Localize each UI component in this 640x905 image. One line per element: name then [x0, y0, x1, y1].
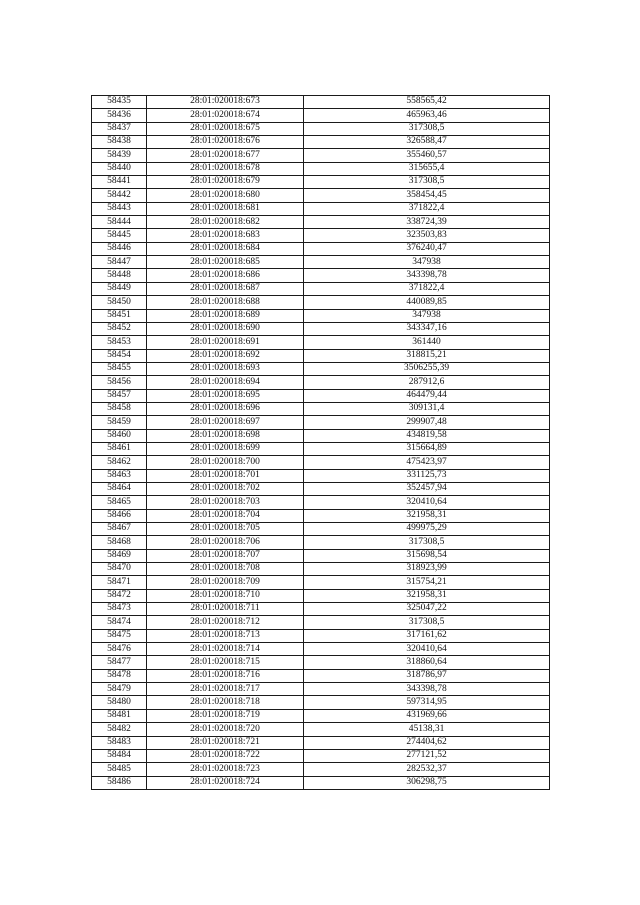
table-row: [92, 589, 550, 602]
table-row: [92, 603, 550, 616]
cadastral-number-cell: 28:01:020018:719: [147, 709, 304, 722]
row-number-cell: 58461: [92, 442, 147, 455]
row-number-cell: 58486: [92, 776, 147, 789]
table-row: [92, 736, 550, 749]
cadastral-number-cell: 28:01:020018:713: [147, 629, 304, 642]
row-number-cell: 58463: [92, 469, 147, 482]
cadastral-number-cell: 28:01:020018:676: [147, 136, 304, 149]
row-number-cell: 58435: [92, 96, 147, 109]
row-number-cell: 58459: [92, 416, 147, 429]
value-cell: 317308,5: [304, 176, 550, 189]
cadastral-number-cell: 28:01:020018:704: [147, 509, 304, 522]
cadastral-number-cell: 28:01:020018:724: [147, 776, 304, 789]
table-row: [92, 683, 550, 696]
value-cell: 299907,48: [304, 416, 550, 429]
value-cell: 318923,99: [304, 563, 550, 576]
value-cell: 315698,54: [304, 549, 550, 562]
value-cell: 320410,64: [304, 643, 550, 656]
cadastral-number-cell: 28:01:020018:687: [147, 282, 304, 295]
row-number-cell: 58474: [92, 616, 147, 629]
row-number-cell: 58436: [92, 109, 147, 122]
table-body: [92, 96, 550, 790]
table-row: [92, 149, 550, 162]
table-row: [92, 456, 550, 469]
table-row: [92, 416, 550, 429]
row-number-cell: 58446: [92, 242, 147, 255]
value-cell: 318860,64: [304, 656, 550, 669]
row-number-cell: 58479: [92, 683, 147, 696]
cadastral-number-cell: 28:01:020018:678: [147, 162, 304, 175]
value-cell: 315664,89: [304, 442, 550, 455]
row-number-cell: 58465: [92, 496, 147, 509]
value-cell: 371822,4: [304, 282, 550, 295]
table-row: [92, 749, 550, 762]
row-number-cell: 58449: [92, 282, 147, 295]
row-number-cell: 58437: [92, 122, 147, 135]
value-cell: 317161,62: [304, 629, 550, 642]
cadastral-number-cell: 28:01:020018:674: [147, 109, 304, 122]
table-row: [92, 242, 550, 255]
cadastral-number-cell: 28:01:020018:711: [147, 603, 304, 616]
value-cell: 317308,5: [304, 536, 550, 549]
table-row: [92, 549, 550, 562]
cadastral-number-cell: 28:01:020018:723: [147, 763, 304, 776]
row-number-cell: 58455: [92, 362, 147, 375]
value-cell: 317308,5: [304, 122, 550, 135]
cadastral-number-cell: 28:01:020018:712: [147, 616, 304, 629]
cadastral-number-cell: 28:01:020018:682: [147, 216, 304, 229]
value-cell: 3506255,39: [304, 362, 550, 375]
table-row: [92, 349, 550, 362]
row-number-cell: 58477: [92, 656, 147, 669]
value-cell: 315655,4: [304, 162, 550, 175]
value-cell: 317308,5: [304, 616, 550, 629]
table-row: [92, 309, 550, 322]
table-row: [92, 616, 550, 629]
table-row: [92, 709, 550, 722]
table-row: [92, 216, 550, 229]
value-cell: 558565,42: [304, 96, 550, 109]
row-number-cell: 58452: [92, 322, 147, 335]
table-row: [92, 229, 550, 242]
value-cell: 315754,21: [304, 576, 550, 589]
value-cell: 475423,97: [304, 456, 550, 469]
cadastral-number-cell: 28:01:020018:721: [147, 736, 304, 749]
row-number-cell: 58485: [92, 763, 147, 776]
table-row: [92, 482, 550, 495]
row-number-cell: 58469: [92, 549, 147, 562]
table-row: [92, 496, 550, 509]
value-cell: 355460,57: [304, 149, 550, 162]
cadastral-number-cell: 28:01:020018:681: [147, 202, 304, 215]
value-cell: 326588,47: [304, 136, 550, 149]
table-row: [92, 669, 550, 682]
value-cell: 465963,46: [304, 109, 550, 122]
cadastral-number-cell: 28:01:020018:683: [147, 229, 304, 242]
table-row: [92, 576, 550, 589]
cadastral-number-cell: 28:01:020018:694: [147, 376, 304, 389]
cadastral-number-cell: 28:01:020018:673: [147, 96, 304, 109]
cadastral-number-cell: 28:01:020018:707: [147, 549, 304, 562]
cadastral-number-cell: 28:01:020018:689: [147, 309, 304, 322]
row-number-cell: 58470: [92, 563, 147, 576]
cadastral-number-cell: 28:01:020018:686: [147, 269, 304, 282]
cadastral-number-cell: 28:01:020018:718: [147, 696, 304, 709]
table-row: [92, 402, 550, 415]
row-number-cell: 58481: [92, 709, 147, 722]
table-row: [92, 696, 550, 709]
table-row: [92, 122, 550, 135]
row-number-cell: 58448: [92, 269, 147, 282]
cadastral-number-cell: 28:01:020018:695: [147, 389, 304, 402]
table-row: [92, 282, 550, 295]
table-row: [92, 136, 550, 149]
row-number-cell: 58457: [92, 389, 147, 402]
cadastral-number-cell: 28:01:020018:698: [147, 429, 304, 442]
table-row: [92, 269, 550, 282]
row-number-cell: 58478: [92, 669, 147, 682]
row-number-cell: 58454: [92, 349, 147, 362]
value-cell: 321958,31: [304, 589, 550, 602]
row-number-cell: 58480: [92, 696, 147, 709]
cadastral-number-cell: 28:01:020018:720: [147, 723, 304, 736]
value-cell: 282532,37: [304, 763, 550, 776]
cadastral-number-cell: 28:01:020018:714: [147, 643, 304, 656]
value-cell: 464479,44: [304, 389, 550, 402]
row-number-cell: 58442: [92, 189, 147, 202]
table-row: [92, 389, 550, 402]
value-cell: 358454,45: [304, 189, 550, 202]
table-row: [92, 509, 550, 522]
row-number-cell: 58473: [92, 603, 147, 616]
cadastral-number-cell: 28:01:020018:722: [147, 749, 304, 762]
table-row: [92, 776, 550, 789]
value-cell: 371822,4: [304, 202, 550, 215]
value-cell: 318786,97: [304, 669, 550, 682]
cadastral-number-cell: 28:01:020018:710: [147, 589, 304, 602]
value-cell: 343398,78: [304, 269, 550, 282]
value-cell: 309131,4: [304, 402, 550, 415]
row-number-cell: 58453: [92, 336, 147, 349]
row-number-cell: 58483: [92, 736, 147, 749]
value-cell: 376240,47: [304, 242, 550, 255]
table-row: [92, 109, 550, 122]
cadastral-number-cell: 28:01:020018:705: [147, 523, 304, 536]
cadastral-number-cell: 28:01:020018:700: [147, 456, 304, 469]
table-row: [92, 429, 550, 442]
row-number-cell: 58445: [92, 229, 147, 242]
row-number-cell: 58484: [92, 749, 147, 762]
value-cell: 321958,31: [304, 509, 550, 522]
table-row: [92, 336, 550, 349]
value-cell: 323503,83: [304, 229, 550, 242]
cadastral-number-cell: 28:01:020018:691: [147, 336, 304, 349]
table-row: [92, 376, 550, 389]
table-row: [92, 256, 550, 269]
cadastral-number-cell: 28:01:020018:702: [147, 482, 304, 495]
table-row: [92, 322, 550, 335]
cadastral-number-cell: 28:01:020018:680: [147, 189, 304, 202]
row-number-cell: 58458: [92, 402, 147, 415]
row-number-cell: 58482: [92, 723, 147, 736]
table-row: [92, 189, 550, 202]
cadastral-number-cell: 28:01:020018:688: [147, 296, 304, 309]
table-row: [92, 162, 550, 175]
table-row: [92, 469, 550, 482]
row-number-cell: 58460: [92, 429, 147, 442]
value-cell: 597314,95: [304, 696, 550, 709]
table-row: [92, 563, 550, 576]
cadastral-number-cell: 28:01:020018:701: [147, 469, 304, 482]
row-number-cell: 58472: [92, 589, 147, 602]
cadastral-number-cell: 28:01:020018:697: [147, 416, 304, 429]
cadastral-number-cell: 28:01:020018:715: [147, 656, 304, 669]
table-row: [92, 202, 550, 215]
cadastral-number-cell: 28:01:020018:708: [147, 563, 304, 576]
value-cell: 287912,6: [304, 376, 550, 389]
cadastral-number-cell: 28:01:020018:693: [147, 362, 304, 375]
value-cell: 274404,62: [304, 736, 550, 749]
row-number-cell: 58464: [92, 482, 147, 495]
row-number-cell: 58451: [92, 309, 147, 322]
table-row: [92, 629, 550, 642]
row-number-cell: 58441: [92, 176, 147, 189]
table-row: [92, 536, 550, 549]
row-number-cell: 58475: [92, 629, 147, 642]
table-row: [92, 643, 550, 656]
cadastral-number-cell: 28:01:020018:690: [147, 322, 304, 335]
row-number-cell: 58466: [92, 509, 147, 522]
row-number-cell: 58439: [92, 149, 147, 162]
value-cell: 338724,39: [304, 216, 550, 229]
table-row: [92, 296, 550, 309]
row-number-cell: 58450: [92, 296, 147, 309]
cadastral-number-cell: 28:01:020018:717: [147, 683, 304, 696]
table-row: [92, 362, 550, 375]
row-number-cell: 58456: [92, 376, 147, 389]
value-cell: 325047,22: [304, 603, 550, 616]
row-number-cell: 58438: [92, 136, 147, 149]
cadastral-number-cell: 28:01:020018:685: [147, 256, 304, 269]
value-cell: 306298,75: [304, 776, 550, 789]
value-cell: 318815,21: [304, 349, 550, 362]
cadastral-number-cell: 28:01:020018:696: [147, 402, 304, 415]
value-cell: 343398,78: [304, 683, 550, 696]
table-row: [92, 96, 550, 109]
cadastral-number-cell: 28:01:020018:684: [147, 242, 304, 255]
row-number-cell: 58447: [92, 256, 147, 269]
row-number-cell: 58476: [92, 643, 147, 656]
cadastral-number-cell: 28:01:020018:692: [147, 349, 304, 362]
row-number-cell: 58444: [92, 216, 147, 229]
value-cell: 320410,64: [304, 496, 550, 509]
table-row: [92, 723, 550, 736]
cadastral-number-cell: 28:01:020018:677: [147, 149, 304, 162]
cadastral-number-cell: 28:01:020018:675: [147, 122, 304, 135]
row-number-cell: 58467: [92, 523, 147, 536]
cadastral-number-cell: 28:01:020018:699: [147, 442, 304, 455]
row-number-cell: 58440: [92, 162, 147, 175]
value-cell: 343347,16: [304, 322, 550, 335]
value-cell: 277121,52: [304, 749, 550, 762]
cadastral-number-cell: 28:01:020018:716: [147, 669, 304, 682]
value-cell: 352457,94: [304, 482, 550, 495]
cadastral-number-cell: 28:01:020018:679: [147, 176, 304, 189]
value-cell: 434819,58: [304, 429, 550, 442]
value-cell: 347938: [304, 256, 550, 269]
value-cell: 331125,73: [304, 469, 550, 482]
value-cell: 440089,85: [304, 296, 550, 309]
table-row: [92, 656, 550, 669]
row-number-cell: 58462: [92, 456, 147, 469]
cadastral-number-cell: 28:01:020018:709: [147, 576, 304, 589]
row-number-cell: 58471: [92, 576, 147, 589]
cadastral-number-cell: 28:01:020018:703: [147, 496, 304, 509]
value-cell: 499975,29: [304, 523, 550, 536]
value-cell: 431969,66: [304, 709, 550, 722]
table-row: [92, 523, 550, 536]
row-number-cell: 58468: [92, 536, 147, 549]
value-cell: 347938: [304, 309, 550, 322]
value-cell: 45138,31: [304, 723, 550, 736]
table-row: [92, 176, 550, 189]
table-row: [92, 442, 550, 455]
cadastral-value-table: [91, 95, 550, 790]
cadastral-number-cell: 28:01:020018:706: [147, 536, 304, 549]
table-row: [92, 763, 550, 776]
value-cell: 361440: [304, 336, 550, 349]
row-number-cell: 58443: [92, 202, 147, 215]
